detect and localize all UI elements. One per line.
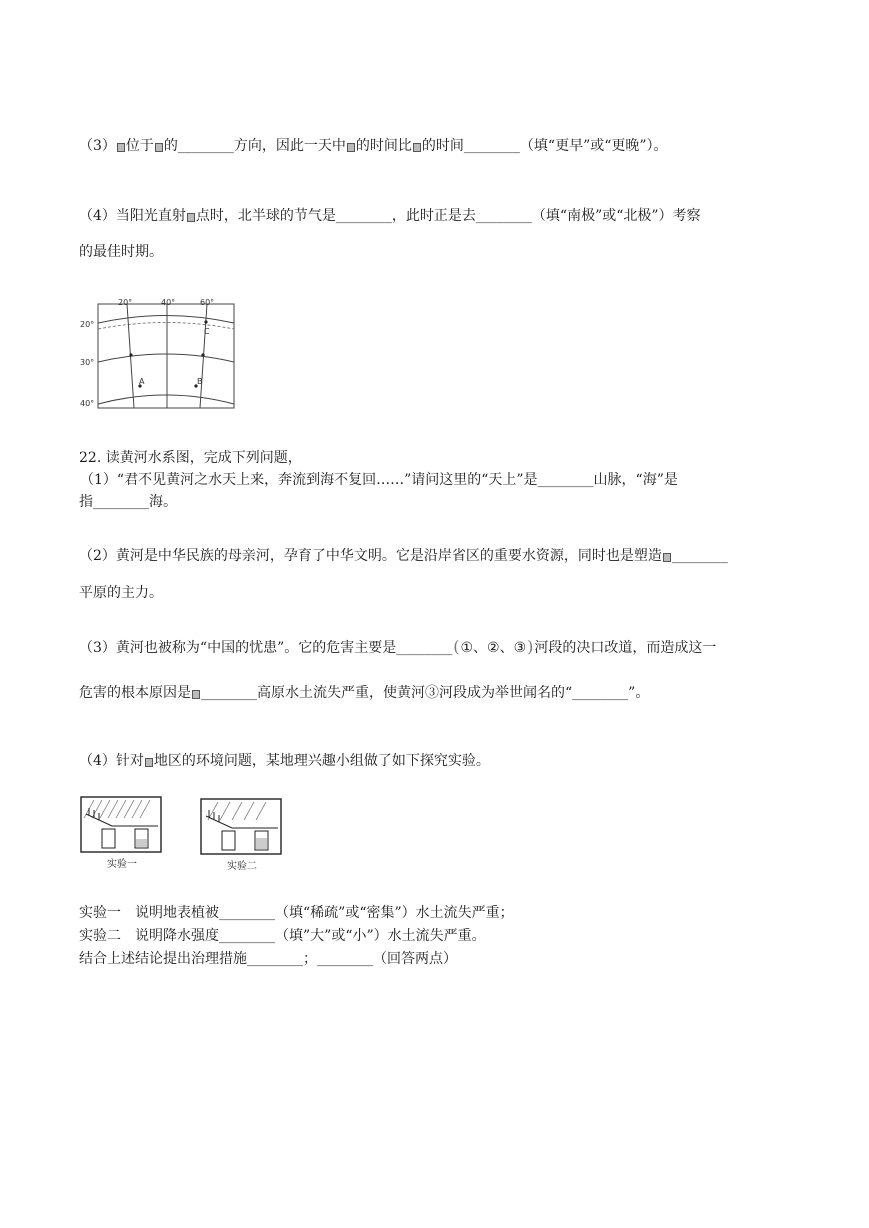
conclusion-line-1: 实验一 说明地表植被________（填“稀疏”或“密集”）水土流失严重； [79,905,514,921]
lon-label-40: 40° [161,298,176,307]
q4-text-a: （4）当阳光直射 [79,208,186,224]
q4-text-b: 点时，北半球的节气是________，此时正是去________（填“南极”或“北极”）考察 [195,208,701,224]
left-bracket: ( [453,637,460,656]
image-placeholder-icon [347,143,355,152]
image-placeholder-icon [413,143,421,152]
q3-text-d: 的时间________（填“更早”或“更晚”）。 [421,138,668,154]
q22-s3-text-a: （3）黄河也被称为“中国的忧患”。它的危害主要是________ [79,640,453,656]
q22-s3-text-e: ________高原水土流失严重，使黄河③河段成为举世闻名的“________”。 [201,685,650,701]
image-placeholder-icon [192,690,200,699]
experiment-1-figure [80,796,162,872]
q22-s4-line [79,751,490,771]
question-4-line2: 的最佳时期。 [79,244,163,260]
q3-text-a: 位于 [125,138,154,154]
q22-s4-text-b: 地区的环境问题，某地理兴趣小组做了如下探究实验。 [153,753,490,769]
q22-s3-line1 [79,637,716,658]
lat-label-40: 40° [80,399,95,408]
q3-prefix: （3） [79,138,116,154]
q22-s3-text-c: 河段的决口改道，而造成这一 [534,640,717,656]
q22-s3-text-d: 危害的根本原因是 [79,685,191,701]
conclusion-line-3: 结合上述结论提出治理措施________；________（回答两点） [79,951,457,967]
q22-s2-line2: 平原的主力。 [79,585,163,601]
image-placeholder-icon [187,213,195,222]
conclusion-line-2: 实验二 说明降水强度________（填”大”或“小”）水土流失严重。 [79,928,486,944]
q22-s2-line1 [79,546,728,566]
lat-label-20: 20° [80,320,95,329]
lat-label-30: 30° [80,358,95,367]
image-placeholder-icon [663,553,671,562]
lon-label-20: 20° [118,298,133,307]
lat-lon-grid-figure [78,296,238,412]
q22-s3-line2 [79,683,649,703]
q3-text-c: 的时间比 [355,138,412,154]
point-label-b: B [197,377,203,386]
q22-s4-text-a: （4）针对 [79,753,144,769]
image-placeholder-icon [155,143,163,152]
q3-text-b: 的________方向，因此一天中 [163,138,346,154]
question-4-line1 [79,206,701,226]
q22-title: 22. 读黄河水系图，完成下列问题， [79,450,302,466]
right-bracket: ) [527,637,534,656]
q22-s3-text-b: ①、②、③ [460,640,527,656]
point-label-c: C [204,327,210,336]
q22-s2-blank: ________ [671,548,728,564]
experiment-1-label: 实验一 [107,859,137,870]
lon-label-60: 60° [200,298,215,307]
q22-s1-line2: 指________海。 [79,494,177,510]
experiment-2-label: 实验二 [227,861,257,872]
q22-s2-text: （2）黄河是中华民族的母亲河，孕育了中华文明。它是沿岸省区的重要水资源，同时也是塑造 [79,548,662,564]
question-3-line [79,136,668,156]
image-placeholder-icon [145,758,153,767]
q22-s1-line1: （1）“君不见黄河之水天上来，奔流到海不复回……”请问这里的“天上”是________山脉，“海”是 [80,472,678,488]
image-placeholder-icon [117,143,125,152]
experiment-2-figure [200,798,282,874]
point-label-a: A [139,377,145,386]
